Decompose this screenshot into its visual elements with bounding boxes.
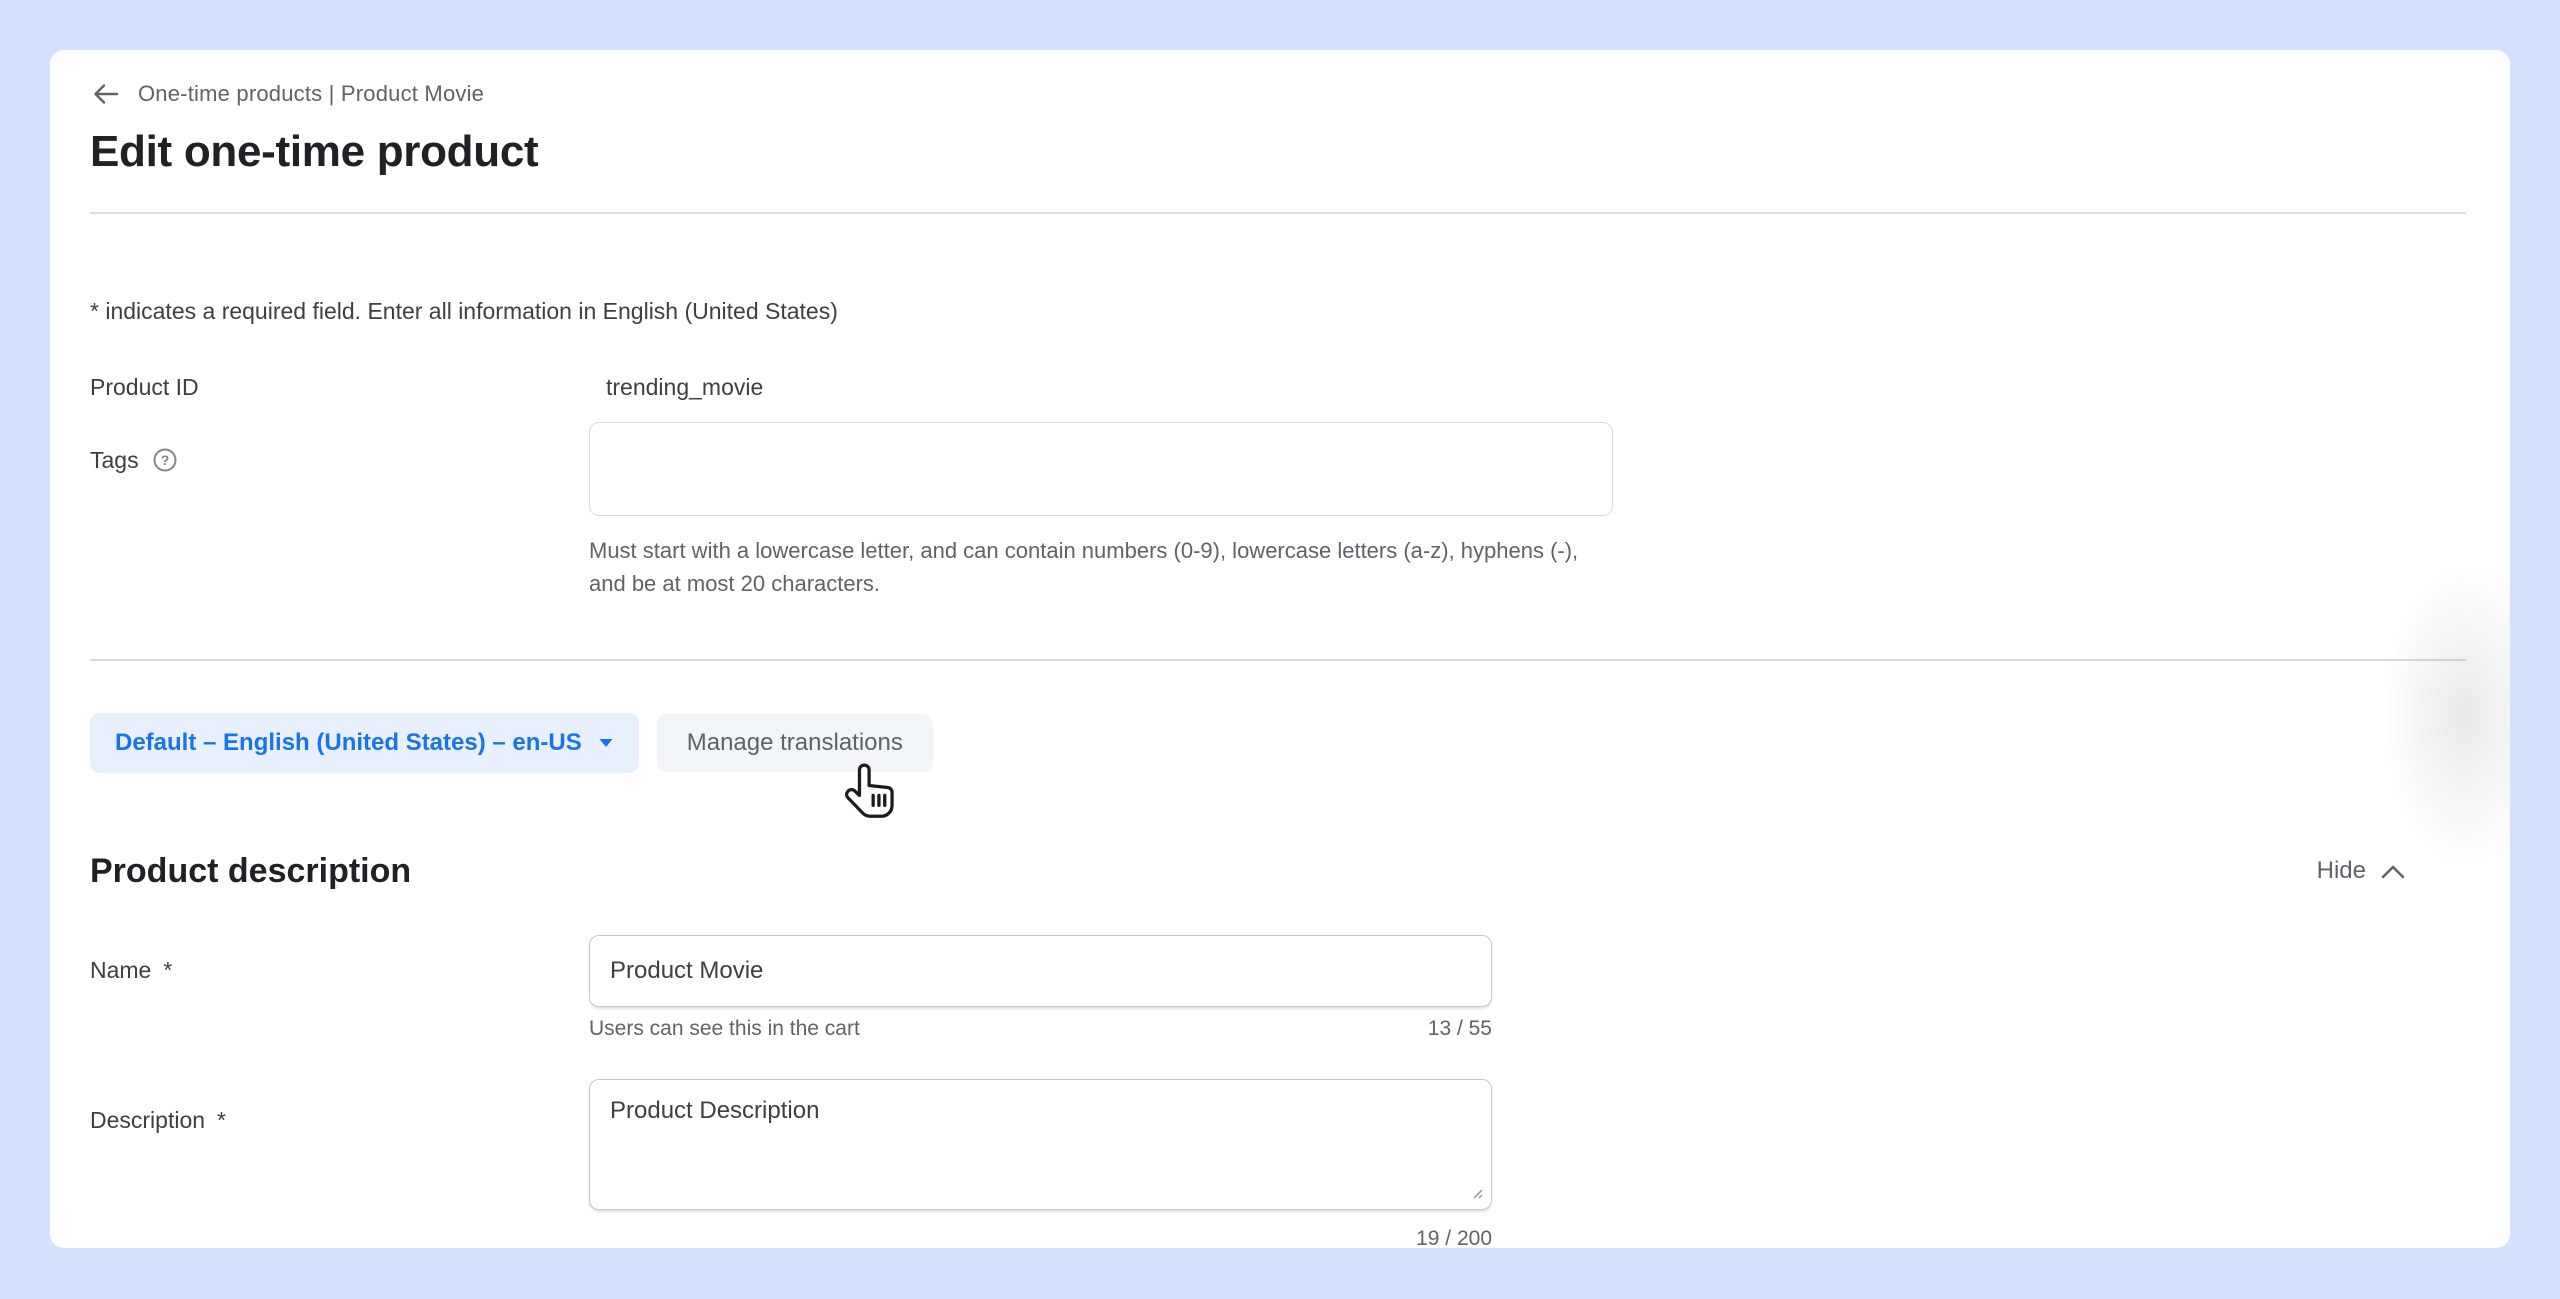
tags-label: Tags	[90, 447, 139, 473]
tags-row	[90, 422, 2470, 600]
name-char-counter: 13 / 55	[1427, 1017, 1492, 1040]
section-title: Product description	[90, 851, 412, 890]
manage-translations-button[interactable]: Manage translations	[657, 714, 933, 772]
product-description-section-header	[90, 851, 2470, 891]
description-field-cell	[589, 1079, 2470, 1248]
description-label-wrap	[90, 1079, 589, 1135]
description-row	[90, 1079, 2470, 1248]
language-selector-dropdown[interactable]	[90, 713, 639, 773]
name-helper-text: Users can see this in the cart	[589, 1017, 860, 1040]
tags-helper-text: Must start with a lowercase letter, and can contain numbers (0-9), lowercase letters (a-z), hyphens (-), and be at most 20 characters.	[589, 538, 1579, 596]
arrow-left-icon	[91, 79, 121, 109]
breadcrumb-row	[90, 50, 2470, 110]
name-field-cell	[589, 935, 2470, 1042]
caret-down-icon	[598, 738, 614, 748]
name-required-marker: *	[163, 957, 173, 983]
description-input-wrap	[589, 1079, 1492, 1215]
translations-toolbar	[90, 713, 2470, 773]
divider	[90, 659, 2466, 661]
description-char-counter: 19 / 200	[1416, 1227, 1492, 1248]
tags-help-button[interactable]	[152, 447, 178, 473]
language-selector-label: Default – English (United States) – en-US	[115, 729, 582, 756]
help-circle-icon	[152, 447, 178, 473]
name-row	[90, 935, 2470, 1042]
hide-label: Hide	[2316, 857, 2366, 884]
resize-handle-icon[interactable]	[1468, 1184, 1484, 1205]
tags-input[interactable]	[589, 422, 1613, 516]
chevron-up-icon	[2381, 864, 2405, 879]
hide-section-button[interactable]	[2317, 857, 2405, 885]
description-label: Description	[90, 1107, 206, 1133]
name-label-wrap	[90, 935, 589, 985]
divider	[90, 212, 2466, 214]
description-required-marker: *	[217, 1107, 226, 1133]
back-button[interactable]	[90, 78, 122, 110]
page-title: Edit one-time product	[90, 127, 539, 176]
edit-product-card	[50, 50, 2510, 1248]
product-id-label: Product ID	[90, 374, 199, 400]
product-id-value: trending_movie	[606, 374, 764, 400]
name-helper-row	[589, 1016, 1492, 1042]
svg-text:?: ?	[160, 452, 169, 468]
description-input[interactable]	[589, 1079, 1492, 1210]
name-label: Name	[90, 957, 152, 983]
tags-label-wrap	[90, 422, 589, 475]
name-input[interactable]	[589, 935, 1492, 1007]
product-id-row	[90, 372, 2470, 402]
required-field-note: * indicates a required field. Enter all information in English (United States)	[90, 298, 838, 324]
tags-field-cell	[589, 422, 2470, 600]
breadcrumb: One-time products | Product Movie	[138, 81, 485, 106]
